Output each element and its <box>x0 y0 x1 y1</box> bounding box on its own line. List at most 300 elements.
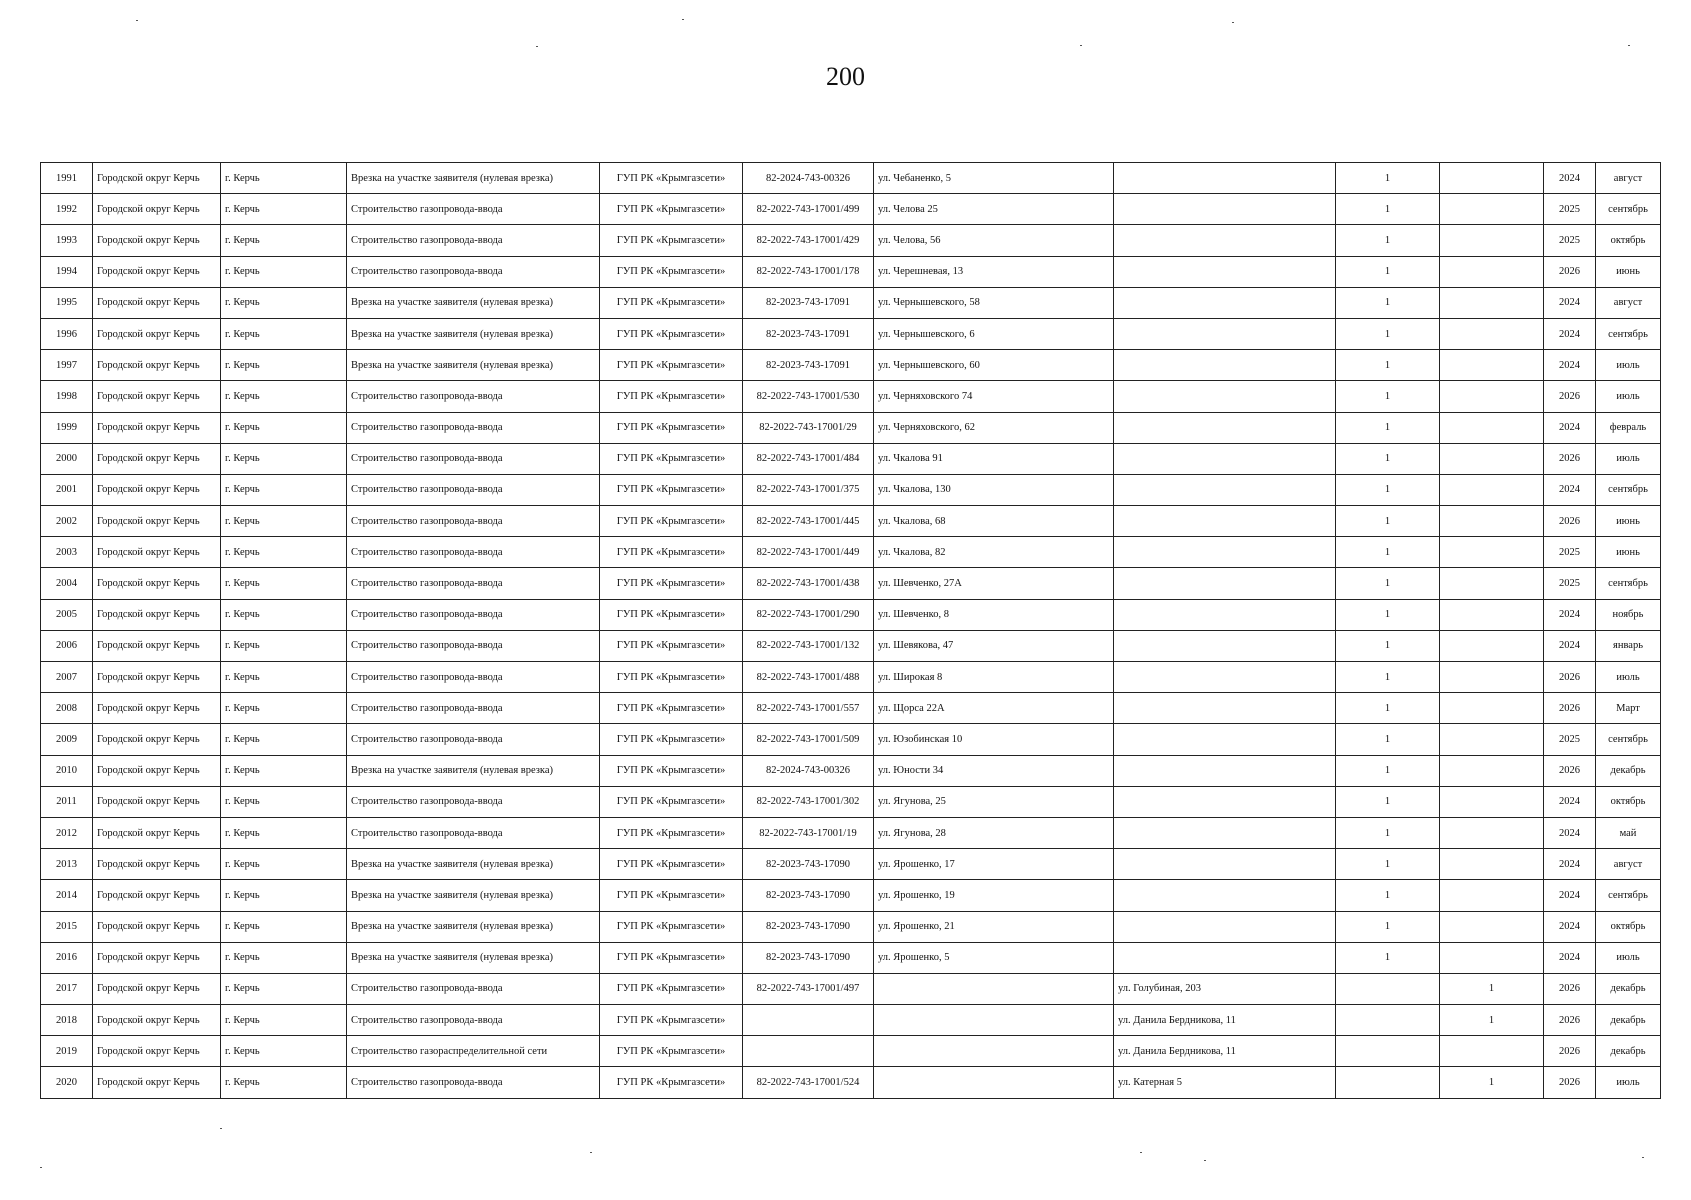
contract-code-cell: 82-2022-743-17001/524 <box>743 1067 874 1098</box>
quantity-cell: 1 <box>1336 194 1440 225</box>
district-cell: Городской округ Керчь <box>93 443 221 474</box>
work-type-cell: Врезка на участке заявителя (нулевая врезка) <box>347 849 600 880</box>
month-cell: сентябрь <box>1596 318 1661 349</box>
address-cell: ул. Чернышевского, 60 <box>874 350 1114 381</box>
month-cell: январь <box>1596 630 1661 661</box>
quantity-alt-cell <box>1440 474 1544 505</box>
row-number: 2002 <box>41 506 93 537</box>
month-cell: июнь <box>1596 256 1661 287</box>
city-cell: г. Керчь <box>221 1067 347 1098</box>
work-type-cell: Строительство газопровода-ввода <box>347 786 600 817</box>
city-cell: г. Керчь <box>221 256 347 287</box>
district-cell: Городской округ Керчь <box>93 849 221 880</box>
contract-code-cell: 82-2023-743-17091 <box>743 318 874 349</box>
contract-code-cell <box>743 1036 874 1067</box>
contract-code-cell: 82-2022-743-17001/19 <box>743 817 874 848</box>
year-cell: 2024 <box>1544 318 1596 349</box>
address-cell: ул. Шевякова, 47 <box>874 630 1114 661</box>
city-cell: г. Керчь <box>221 568 347 599</box>
quantity-alt-cell <box>1440 786 1544 817</box>
month-cell: сентябрь <box>1596 568 1661 599</box>
organization-cell: ГУП РК «Крымгазсети» <box>600 755 743 786</box>
month-cell: сентябрь <box>1596 724 1661 755</box>
month-cell: Март <box>1596 693 1661 724</box>
organization-cell: ГУП РК «Крымгазсети» <box>600 474 743 505</box>
address-alt-cell <box>1114 537 1336 568</box>
month-cell: август <box>1596 287 1661 318</box>
quantity-cell: 1 <box>1336 474 1440 505</box>
city-cell: г. Керчь <box>221 662 347 693</box>
work-type-cell: Врезка на участке заявителя (нулевая врезка) <box>347 350 600 381</box>
month-cell: июль <box>1596 942 1661 973</box>
quantity-alt-cell <box>1440 412 1544 443</box>
city-cell: г. Керчь <box>221 163 347 194</box>
work-type-cell: Строительство газопровода-ввода <box>347 412 600 443</box>
district-cell: Городской округ Керчь <box>93 662 221 693</box>
city-cell: г. Керчь <box>221 755 347 786</box>
row-number: 1996 <box>41 318 93 349</box>
table-row <box>41 225 1661 256</box>
row-number: 2019 <box>41 1036 93 1067</box>
work-type-cell: Строительство газопровода-ввода <box>347 537 600 568</box>
month-cell: июнь <box>1596 506 1661 537</box>
district-cell: Городской округ Керчь <box>93 755 221 786</box>
address-cell: ул. Чернышевского, 58 <box>874 287 1114 318</box>
contract-code-cell: 82-2022-743-17001/445 <box>743 506 874 537</box>
month-cell: октябрь <box>1596 786 1661 817</box>
quantity-alt-cell <box>1440 817 1544 848</box>
quantity-alt-cell: 1 <box>1440 1005 1544 1036</box>
address-alt-cell <box>1114 194 1336 225</box>
year-cell: 2024 <box>1544 412 1596 443</box>
quantity-alt-cell <box>1440 693 1544 724</box>
table-row <box>41 786 1661 817</box>
month-cell: декабрь <box>1596 1005 1661 1036</box>
month-cell: сентябрь <box>1596 194 1661 225</box>
work-type-cell: Строительство газопровода-ввода <box>347 1005 600 1036</box>
quantity-alt-cell <box>1440 1036 1544 1067</box>
work-type-cell: Строительство газопровода-ввода <box>347 1067 600 1098</box>
contract-code-cell: 82-2022-743-17001/497 <box>743 973 874 1004</box>
quantity-cell: 1 <box>1336 225 1440 256</box>
year-cell: 2025 <box>1544 194 1596 225</box>
city-cell: г. Керчь <box>221 724 347 755</box>
month-cell: октябрь <box>1596 225 1661 256</box>
contract-code-cell: 82-2023-743-17090 <box>743 880 874 911</box>
row-number: 1993 <box>41 225 93 256</box>
address-alt-cell <box>1114 506 1336 537</box>
year-cell: 2024 <box>1544 350 1596 381</box>
year-cell: 2026 <box>1544 693 1596 724</box>
table-row <box>41 880 1661 911</box>
work-type-cell: Врезка на участке заявителя (нулевая врезка) <box>347 287 600 318</box>
address-alt-cell <box>1114 911 1336 942</box>
city-cell: г. Керчь <box>221 318 347 349</box>
table-row <box>41 163 1661 194</box>
district-cell: Городской округ Керчь <box>93 1005 221 1036</box>
quantity-cell: 1 <box>1336 599 1440 630</box>
organization-cell: ГУП РК «Крымгазсети» <box>600 568 743 599</box>
contract-code-cell: 82-2022-743-17001/178 <box>743 256 874 287</box>
contract-code-cell: 82-2022-743-17001/302 <box>743 786 874 817</box>
address-alt-cell <box>1114 287 1336 318</box>
city-cell: г. Керчь <box>221 630 347 661</box>
organization-cell: ГУП РК «Крымгазсети» <box>600 381 743 412</box>
address-cell: ул. Чкалова, 82 <box>874 537 1114 568</box>
table-row <box>41 662 1661 693</box>
organization-cell: ГУП РК «Крымгазсети» <box>600 693 743 724</box>
quantity-alt-cell <box>1440 911 1544 942</box>
year-cell: 2026 <box>1544 1036 1596 1067</box>
address-cell: ул. Ярошенко, 21 <box>874 911 1114 942</box>
address-cell: ул. Ягунова, 25 <box>874 786 1114 817</box>
work-type-cell: Строительство газораспределительной сети <box>347 1036 600 1067</box>
organization-cell: ГУП РК «Крымгазсети» <box>600 506 743 537</box>
city-cell: г. Керчь <box>221 381 347 412</box>
district-cell: Городской округ Керчь <box>93 225 221 256</box>
quantity-cell: 1 <box>1336 662 1440 693</box>
contract-code-cell: 82-2023-743-17090 <box>743 849 874 880</box>
address-alt-cell: ул. Катерная 5 <box>1114 1067 1336 1098</box>
organization-cell: ГУП РК «Крымгазсети» <box>600 849 743 880</box>
address-cell: ул. Черняховского, 62 <box>874 412 1114 443</box>
address-alt-cell <box>1114 942 1336 973</box>
organization-cell: ГУП РК «Крымгазсети» <box>600 163 743 194</box>
district-cell: Городской округ Керчь <box>93 786 221 817</box>
city-cell: г. Керчь <box>221 506 347 537</box>
work-type-cell: Строительство газопровода-ввода <box>347 973 600 1004</box>
quantity-cell <box>1336 1067 1440 1098</box>
city-cell: г. Керчь <box>221 786 347 817</box>
contract-code-cell: 82-2022-743-17001/488 <box>743 662 874 693</box>
address-cell: ул. Юзобинская 10 <box>874 724 1114 755</box>
year-cell: 2024 <box>1544 786 1596 817</box>
quantity-cell: 1 <box>1336 849 1440 880</box>
quantity-alt-cell <box>1440 568 1544 599</box>
contract-code-cell: 82-2024-743-00326 <box>743 163 874 194</box>
organization-cell: ГУП РК «Крымгазсети» <box>600 412 743 443</box>
quantity-cell: 1 <box>1336 318 1440 349</box>
contract-code-cell: 82-2022-743-17001/484 <box>743 443 874 474</box>
address-alt-cell <box>1114 381 1336 412</box>
address-alt-cell <box>1114 474 1336 505</box>
quantity-cell: 1 <box>1336 786 1440 817</box>
address-alt-cell <box>1114 256 1336 287</box>
organization-cell: ГУП РК «Крымгазсети» <box>600 318 743 349</box>
address-cell: ул. Челова 25 <box>874 194 1114 225</box>
contract-code-cell <box>743 1005 874 1036</box>
district-cell: Городской округ Керчь <box>93 880 221 911</box>
city-cell: г. Керчь <box>221 849 347 880</box>
table-row <box>41 443 1661 474</box>
quantity-alt-cell <box>1440 194 1544 225</box>
table-row <box>41 194 1661 225</box>
address-alt-cell <box>1114 786 1336 817</box>
work-type-cell: Строительство газопровода-ввода <box>347 693 600 724</box>
year-cell: 2026 <box>1544 256 1596 287</box>
table-row <box>41 817 1661 848</box>
address-cell: ул. Юности 34 <box>874 755 1114 786</box>
contract-code-cell: 82-2023-743-17091 <box>743 350 874 381</box>
year-cell: 2025 <box>1544 225 1596 256</box>
contract-code-cell: 82-2023-743-17090 <box>743 911 874 942</box>
address-cell: ул. Чкалова, 68 <box>874 506 1114 537</box>
work-type-cell: Строительство газопровода-ввода <box>347 474 600 505</box>
work-type-cell: Строительство газопровода-ввода <box>347 443 600 474</box>
district-cell: Городской округ Керчь <box>93 1036 221 1067</box>
year-cell: 2026 <box>1544 506 1596 537</box>
month-cell: декабрь <box>1596 973 1661 1004</box>
address-cell: ул. Ярошенко, 17 <box>874 849 1114 880</box>
district-cell: Городской округ Керчь <box>93 474 221 505</box>
work-type-cell: Врезка на участке заявителя (нулевая врезка) <box>347 911 600 942</box>
city-cell: г. Керчь <box>221 287 347 318</box>
address-cell: ул. Челова, 56 <box>874 225 1114 256</box>
address-alt-cell <box>1114 849 1336 880</box>
city-cell: г. Керчь <box>221 599 347 630</box>
table-row <box>41 630 1661 661</box>
row-number: 1997 <box>41 350 93 381</box>
organization-cell: ГУП РК «Крымгазсети» <box>600 786 743 817</box>
organization-cell: ГУП РК «Крымгазсети» <box>600 287 743 318</box>
contract-code-cell: 82-2022-743-17001/375 <box>743 474 874 505</box>
quantity-alt-cell <box>1440 350 1544 381</box>
quantity-alt-cell <box>1440 225 1544 256</box>
row-number: 2010 <box>41 755 93 786</box>
year-cell: 2024 <box>1544 163 1596 194</box>
city-cell: г. Керчь <box>221 1036 347 1067</box>
row-number: 1991 <box>41 163 93 194</box>
quantity-cell: 1 <box>1336 506 1440 537</box>
month-cell: август <box>1596 849 1661 880</box>
month-cell: июль <box>1596 1067 1661 1098</box>
organization-cell: ГУП РК «Крымгазсети» <box>600 817 743 848</box>
work-type-cell: Врезка на участке заявителя (нулевая врезка) <box>347 942 600 973</box>
contract-code-cell: 82-2022-743-17001/449 <box>743 537 874 568</box>
table-body <box>41 163 1661 1099</box>
address-alt-cell <box>1114 350 1336 381</box>
quantity-cell: 1 <box>1336 630 1440 661</box>
month-cell: июль <box>1596 381 1661 412</box>
quantity-alt-cell <box>1440 880 1544 911</box>
year-cell: 2025 <box>1544 724 1596 755</box>
address-cell: ул. Ягунова, 28 <box>874 817 1114 848</box>
work-type-cell: Врезка на участке заявителя (нулевая врезка) <box>347 880 600 911</box>
row-number: 2009 <box>41 724 93 755</box>
year-cell: 2024 <box>1544 849 1596 880</box>
contract-code-cell: 82-2022-743-17001/530 <box>743 381 874 412</box>
year-cell: 2024 <box>1544 942 1596 973</box>
district-cell: Городской округ Керчь <box>93 911 221 942</box>
organization-cell: ГУП РК «Крымгазсети» <box>600 225 743 256</box>
quantity-alt-cell <box>1440 163 1544 194</box>
work-type-cell: Строительство газопровода-ввода <box>347 381 600 412</box>
work-type-cell: Строительство газопровода-ввода <box>347 225 600 256</box>
quantity-cell: 1 <box>1336 256 1440 287</box>
row-number: 2000 <box>41 443 93 474</box>
year-cell: 2024 <box>1544 599 1596 630</box>
organization-cell: ГУП РК «Крымгазсети» <box>600 537 743 568</box>
quantity-alt-cell <box>1440 506 1544 537</box>
year-cell: 2026 <box>1544 443 1596 474</box>
month-cell: февраль <box>1596 412 1661 443</box>
quantity-alt-cell <box>1440 443 1544 474</box>
district-cell: Городской округ Керчь <box>93 412 221 443</box>
quantity-alt-cell <box>1440 256 1544 287</box>
city-cell: г. Керчь <box>221 194 347 225</box>
table-row <box>41 1005 1661 1036</box>
quantity-cell: 1 <box>1336 817 1440 848</box>
month-cell: сентябрь <box>1596 474 1661 505</box>
organization-cell: ГУП РК «Крымгазсети» <box>600 256 743 287</box>
address-alt-cell: ул. Данила Бердникова, 11 <box>1114 1036 1336 1067</box>
row-number: 2006 <box>41 630 93 661</box>
organization-cell: ГУП РК «Крымгазсети» <box>600 911 743 942</box>
address-cell: ул. Чкалова 91 <box>874 443 1114 474</box>
work-type-cell: Строительство газопровода-ввода <box>347 662 600 693</box>
address-alt-cell <box>1114 599 1336 630</box>
row-number: 1999 <box>41 412 93 443</box>
quantity-cell: 1 <box>1336 537 1440 568</box>
quantity-alt-cell <box>1440 849 1544 880</box>
contract-code-cell: 82-2022-743-17001/557 <box>743 693 874 724</box>
work-type-cell: Врезка на участке заявителя (нулевая врезка) <box>347 318 600 349</box>
year-cell: 2026 <box>1544 1005 1596 1036</box>
row-number: 1994 <box>41 256 93 287</box>
table-row <box>41 350 1661 381</box>
table-row <box>41 537 1661 568</box>
row-number: 2018 <box>41 1005 93 1036</box>
quantity-cell: 1 <box>1336 755 1440 786</box>
city-cell: г. Керчь <box>221 817 347 848</box>
work-type-cell: Строительство газопровода-ввода <box>347 724 600 755</box>
table-row <box>41 724 1661 755</box>
quantity-alt-cell <box>1440 381 1544 412</box>
work-type-cell: Строительство газопровода-ввода <box>347 817 600 848</box>
organization-cell: ГУП РК «Крымгазсети» <box>600 724 743 755</box>
table-row <box>41 973 1661 1004</box>
city-cell: г. Керчь <box>221 942 347 973</box>
address-alt-cell <box>1114 630 1336 661</box>
address-alt-cell <box>1114 755 1336 786</box>
table-row <box>41 849 1661 880</box>
table-row <box>41 693 1661 724</box>
row-number: 2013 <box>41 849 93 880</box>
quantity-alt-cell <box>1440 942 1544 973</box>
city-cell: г. Керчь <box>221 443 347 474</box>
district-cell: Городской округ Керчь <box>93 724 221 755</box>
year-cell: 2025 <box>1544 568 1596 599</box>
page-number: 200 <box>826 62 865 91</box>
quantity-cell: 1 <box>1336 880 1440 911</box>
city-cell: г. Керчь <box>221 537 347 568</box>
row-number: 2004 <box>41 568 93 599</box>
address-alt-cell <box>1114 817 1336 848</box>
quantity-cell: 1 <box>1336 568 1440 599</box>
table-row <box>41 256 1661 287</box>
row-number: 1995 <box>41 287 93 318</box>
city-cell: г. Керчь <box>221 412 347 443</box>
quantity-cell: 1 <box>1336 381 1440 412</box>
table-row <box>41 412 1661 443</box>
address-alt-cell <box>1114 724 1336 755</box>
month-cell: июль <box>1596 662 1661 693</box>
table-row <box>41 287 1661 318</box>
quantity-cell: 1 <box>1336 287 1440 318</box>
work-type-cell: Строительство газопровода-ввода <box>347 506 600 537</box>
city-cell: г. Керчь <box>221 973 347 1004</box>
district-cell: Городской округ Керчь <box>93 973 221 1004</box>
district-cell: Городской округ Керчь <box>93 568 221 599</box>
address-cell: ул. Ярошенко, 19 <box>874 880 1114 911</box>
address-alt-cell <box>1114 568 1336 599</box>
year-cell: 2024 <box>1544 630 1596 661</box>
row-number: 2003 <box>41 537 93 568</box>
year-cell: 2024 <box>1544 474 1596 505</box>
row-number: 2012 <box>41 817 93 848</box>
city-cell: г. Керчь <box>221 911 347 942</box>
work-type-cell: Строительство газопровода-ввода <box>347 194 600 225</box>
year-cell: 2024 <box>1544 880 1596 911</box>
work-type-cell: Строительство газопровода-ввода <box>347 256 600 287</box>
contract-code-cell: 82-2023-743-17091 <box>743 287 874 318</box>
table-row <box>41 1067 1661 1098</box>
city-cell: г. Керчь <box>221 474 347 505</box>
quantity-alt-cell <box>1440 662 1544 693</box>
row-number: 2008 <box>41 693 93 724</box>
organization-cell: ГУП РК «Крымгазсети» <box>600 599 743 630</box>
district-cell: Городской округ Керчь <box>93 318 221 349</box>
quantity-cell <box>1336 1005 1440 1036</box>
district-cell: Городской округ Керчь <box>93 817 221 848</box>
district-cell: Городской округ Керчь <box>93 599 221 630</box>
month-cell: сентябрь <box>1596 880 1661 911</box>
month-cell: декабрь <box>1596 755 1661 786</box>
contract-code-cell: 82-2022-743-17001/29 <box>743 412 874 443</box>
contract-code-cell: 82-2022-743-17001/429 <box>743 225 874 256</box>
quantity-alt-cell <box>1440 599 1544 630</box>
quantity-cell: 1 <box>1336 693 1440 724</box>
organization-cell: ГУП РК «Крымгазсети» <box>600 880 743 911</box>
organization-cell: ГУП РК «Крымгазсети» <box>600 443 743 474</box>
address-cell: ул. Чернышевского, 6 <box>874 318 1114 349</box>
address-cell: ул. Широкая 8 <box>874 662 1114 693</box>
year-cell: 2024 <box>1544 817 1596 848</box>
row-number: 1998 <box>41 381 93 412</box>
month-cell: ноябрь <box>1596 599 1661 630</box>
city-cell: г. Керчь <box>221 880 347 911</box>
address-alt-cell <box>1114 318 1336 349</box>
address-alt-cell <box>1114 412 1336 443</box>
quantity-cell: 1 <box>1336 443 1440 474</box>
district-cell: Городской округ Керчь <box>93 506 221 537</box>
address-cell: ул. Черняховского 74 <box>874 381 1114 412</box>
address-cell: ул. Чебаненко, 5 <box>874 163 1114 194</box>
address-alt-cell <box>1114 693 1336 724</box>
work-type-cell: Врезка на участке заявителя (нулевая врезка) <box>347 163 600 194</box>
table-row <box>41 381 1661 412</box>
month-cell: август <box>1596 163 1661 194</box>
quantity-cell: 1 <box>1336 412 1440 443</box>
quantity-alt-cell <box>1440 537 1544 568</box>
organization-cell: ГУП РК «Крымгазсети» <box>600 973 743 1004</box>
district-cell: Городской округ Керчь <box>93 1067 221 1098</box>
year-cell: 2026 <box>1544 973 1596 1004</box>
month-cell: октябрь <box>1596 911 1661 942</box>
district-cell: Городской округ Керчь <box>93 537 221 568</box>
year-cell: 2024 <box>1544 287 1596 318</box>
month-cell: июль <box>1596 443 1661 474</box>
